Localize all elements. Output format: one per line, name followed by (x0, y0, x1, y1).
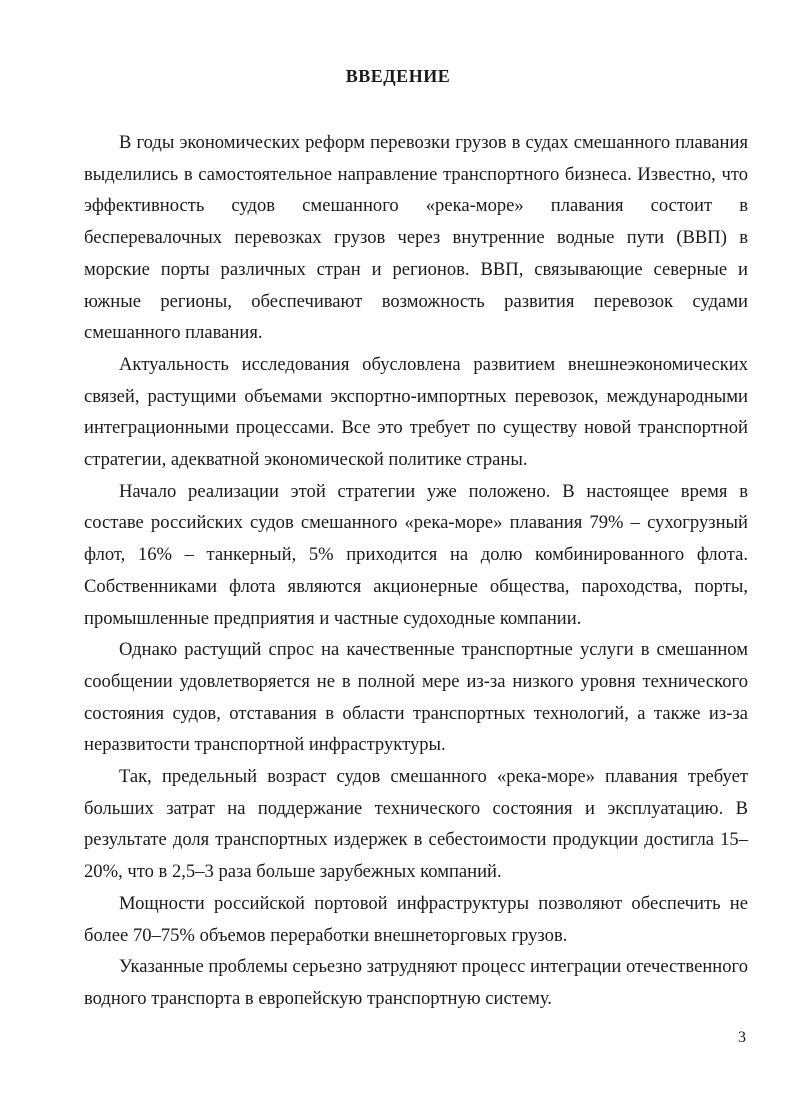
paragraph: В годы экономических реформ перевозки грузов в судах смешанного плавания выделились в самостоятельное направление транспортного бизнеса. Известно, что эффективность судов смешанного «река-море» плавания состоит в бесперевалочных перевозках грузов через внутренние водные пути (ВВП) в морские порты различных стран и регионов. ВВП, связывающие северные и южные регионы, обеспечивают возможность развития перевозок судами смешанного плавания. (84, 132, 748, 344)
paragraph: Актуальность исследования обусловлена развитием внешнеэкономических связей, растущими объемами экспортно-импортных перевозок, международными интеграционными процессами. Все это требует по существу новой транспортной стратегии, адекватной экономической политике страны. (84, 353, 748, 471)
paragraph: Однако растущий спрос на качественные транспортные услуги в смешанном сообщении удовлетворяется не в полной мере из-за низкого уровня технического состояния судов, отставания в области транспортных технологий, а также из-за неразвитости транспортной инфраструктуры. (84, 639, 748, 756)
page-number: 3 (738, 1029, 746, 1046)
paragraph: Мощности российской портовой инфраструктуры позволяют обеспечить не более 70–75% объемов переработки внешнеторговых грузов. (84, 892, 748, 946)
paragraph: Указанные проблемы серьезно затрудняют процесс интеграции отечественного водного транспорта в европейскую транспортную систему. (84, 956, 748, 1009)
paragraph: Начало реализации этой стратегии уже положено. В настоящее время в составе российских судов смешанного «река-море» плавания 79% – сухогрузный флот, 16% – танкерный, 5% приходится на долю комбинированного флота. Собственниками флота являются акционерные общества, пароходства, порты, промышленные предприятия и частные судоходные компании. (84, 480, 748, 629)
paragraph: Так, предельный возраст судов смешанного «река-море» плавания требует больших затрат на поддержание технического состояния и эксплуатацию. В результате доля транспортных издержек в себестоимости продукции достигла 15–20%, что в 2,5–3 раза больше зарубежных компаний. (84, 766, 748, 883)
document-body (84, 127, 748, 1015)
page-title: ВВЕДЕНИЕ (345, 66, 451, 86)
